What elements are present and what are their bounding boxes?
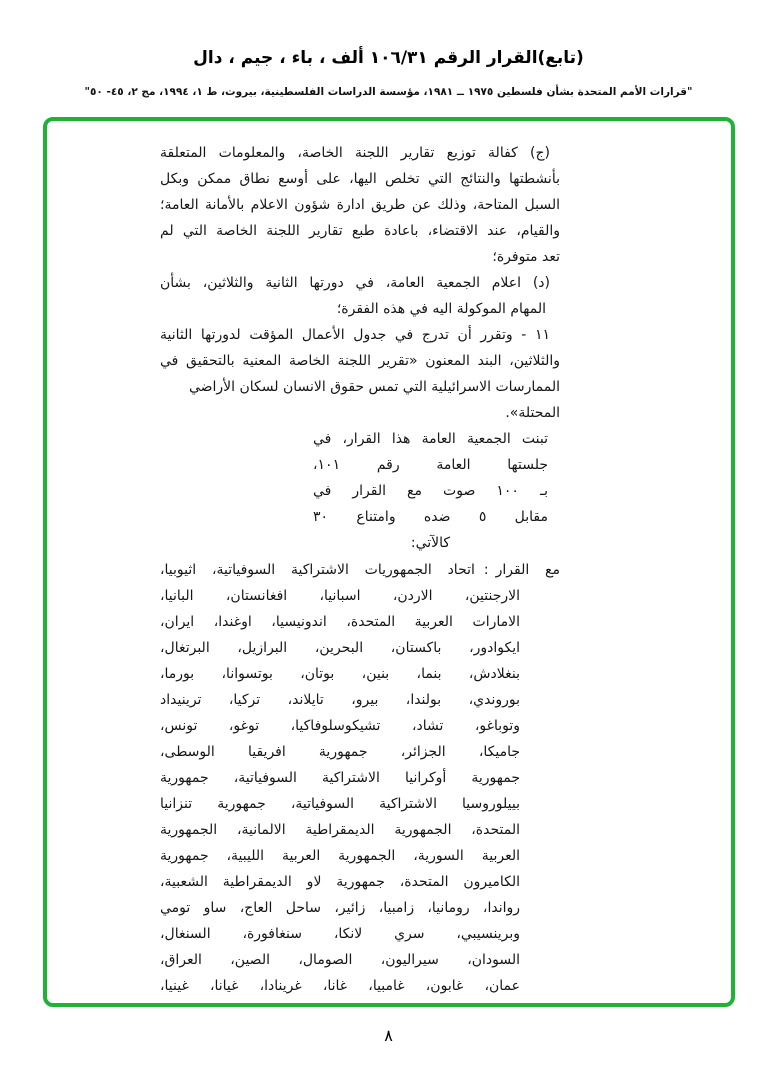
text-line: ايكوادور، باكستان، البحرين، البرازيل، البرتغال، bbox=[160, 640, 520, 656]
text-line: المهام الموكولة اليه في هذه الفقرة؛ bbox=[336, 301, 546, 317]
text-line: الارجنتين، الاردن، اسبانيا، افغانستان، البانيا، bbox=[160, 588, 520, 604]
text-line: المتحدة، الجمهورية الديمقراطية الالمانية، الجمهورية bbox=[160, 822, 520, 838]
text-line: تبنت الجمعية العامة هذا القرار، في bbox=[313, 431, 548, 447]
text-line: بـ ١٠٠ صوت مع القرار في bbox=[313, 483, 548, 499]
document-title: (تابع)القرار الرقم ١٠٦/٣١ ألف ، باء ، جيم ، دال bbox=[193, 48, 584, 68]
text-line: جاميكا، الجزائر، جمهورية افريقيا الوسطى، bbox=[160, 744, 520, 760]
text-line: السودان، سيراليون، الصومال، الصين، العراق، bbox=[160, 952, 520, 968]
paragraph-j bbox=[160, 140, 560, 270]
paragraph-d bbox=[160, 270, 560, 322]
text-line: الكاميرون المتحدة، جمهورية لاو الديمقراطية الشعبية، bbox=[160, 874, 520, 890]
text-line: بأنشطتها والنتائج التي تخلص اليها، على أوسع نطاق ممكن وبكل bbox=[160, 171, 560, 187]
vote-with-separator: : bbox=[483, 562, 489, 578]
vote-with-lead-line bbox=[160, 557, 560, 583]
highlight-frame bbox=[43, 117, 735, 1007]
text-line: ١١ - وتقرر أن تدرج في جدول الأعمال المؤقت لدورتها الثانية bbox=[160, 327, 550, 343]
vote-with-list bbox=[160, 557, 560, 999]
text-line: جلستها العامة رقم ١٠١، bbox=[313, 457, 548, 473]
text-line: العربية السورية، الجمهورية العربية الليبية، جمهورية bbox=[160, 848, 520, 864]
text-line: كالآتي: bbox=[410, 535, 451, 551]
text-line: الممارسات الاسرائيلية التي تمس حقوق الانسان لسكان الأراضي المحتلة». bbox=[188, 379, 560, 421]
text-line: مقابل ٥ ضده وامتناع ٣٠ bbox=[313, 509, 549, 525]
text-line: والثلاثين، البند المعنون «تقرير اللجنة الخاصة المعنية بالتحقيق في bbox=[160, 353, 560, 369]
text-line: عمان، غابون، غامبيا، غانا، غرينادا، غيانا، غينيا، bbox=[160, 978, 520, 994]
page-number: ٨ bbox=[384, 1026, 393, 1045]
text-line: والقيام، عند الاقتضاء، باعادة طبع تقارير اللجنة الخاصة التي لم bbox=[160, 223, 560, 239]
text-line: وتوباغو، تشاد، تشيكوسلوفاكيا، توغو، تونس، bbox=[160, 718, 520, 734]
text-line: (ج) كفالة توزيع تقارير اللجنة الخاصة، والمعلومات المتعلقة bbox=[160, 145, 550, 161]
resolution-text bbox=[160, 140, 560, 999]
text-line: (د) اعلام الجمعية العامة، في دورتها الثانية والثلاثين، بشأن bbox=[160, 275, 550, 291]
text-line: بوروندي، بولندا، بيرو، تايلاند، تركيا، ترينيداد bbox=[160, 692, 520, 708]
text-line: تعد متوفرة؛ bbox=[492, 249, 560, 265]
text-line: بنغلادش، بنما، بنين، بوتان، بوتسوانا، بورما، bbox=[160, 666, 520, 682]
text-line: جمهورية أوكرانيا الاشتراكية السوفياتية، جمهورية bbox=[160, 770, 520, 786]
text-line: بييلوروسيا الاشتراكية السوفياتية، جمهورية تنزانيا bbox=[160, 796, 520, 812]
source-citation: "قرارات الأمم المتحدة بشأن فلسطين ١٩٧٥ ــ ١٩٨١، مؤسسة الدراسات الفلسطينية، بيروت، ط ١، ١٩٩٤، مج ٢، ٤٥- ٥٠" bbox=[84, 86, 693, 98]
text-line: اتحاد الجمهوريات الاشتراكية السوفياتية، اثيوبيا، bbox=[160, 562, 475, 578]
paragraph-11 bbox=[160, 322, 560, 426]
text-line: رواندا، رومانيا، زامبيا، زائير، ساحل العاج، ساو تومي bbox=[160, 900, 520, 916]
text-line: السبل المتاحة، وذلك عن طريق ادارة شؤون الاعلام بالأمانة العامة؛ bbox=[160, 197, 560, 213]
text-line: وبرينسيبي، سري لانكا، سنغافورة، السنغال، bbox=[160, 926, 520, 942]
vote-with-label: مع القرار bbox=[495, 562, 560, 578]
text-line: الامارات العربية المتحدة، اندونيسيا، اوغندا، ايران، bbox=[160, 614, 520, 630]
vote-summary bbox=[313, 426, 548, 556]
